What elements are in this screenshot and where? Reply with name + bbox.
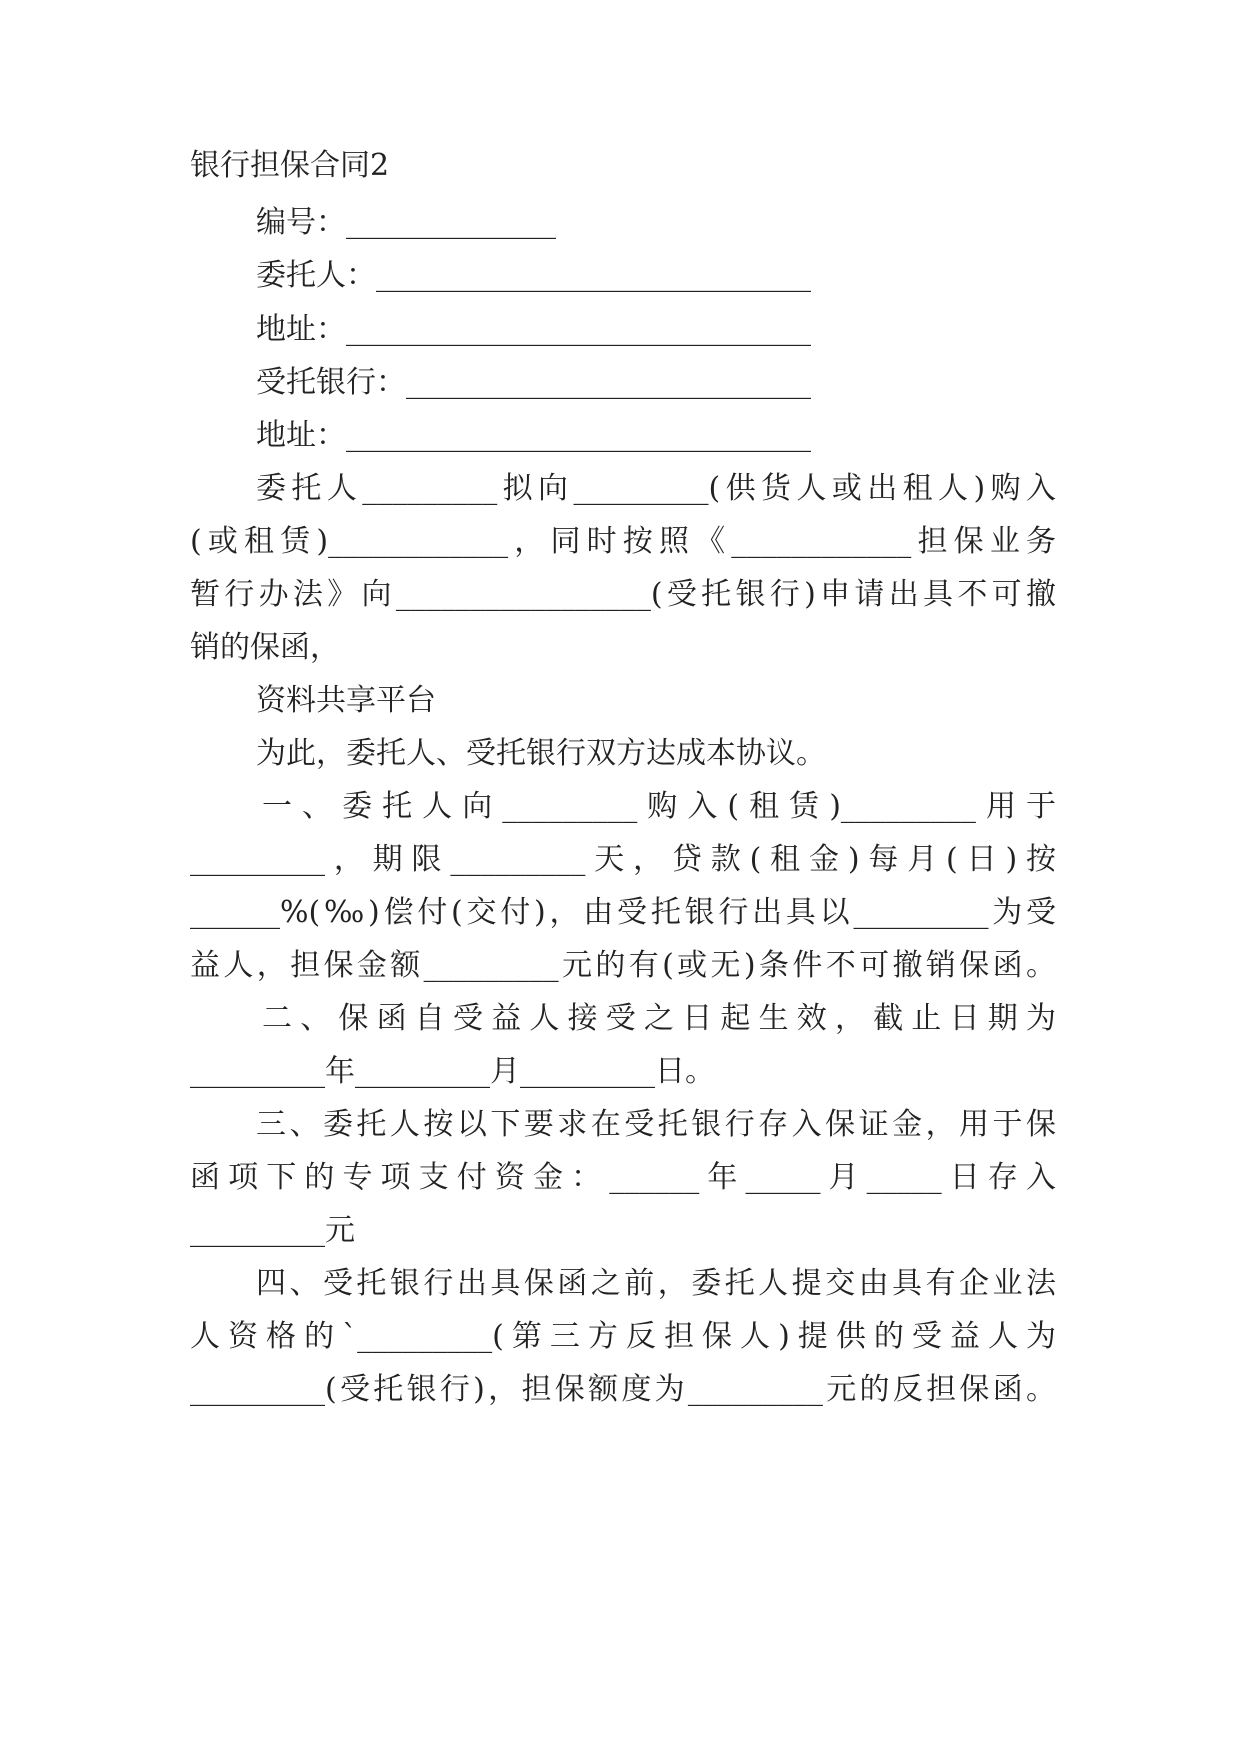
clause-2-line: 二、保函自受益人接受之日起生效，截止日期为 [262, 1001, 1056, 1036]
clause-4-line: _________(受托银行)，担保额度为_________元的反担保函。 [190, 1372, 1056, 1407]
clause-1-line: _________，期限_________天，贷款(租金)每月(日)按 [190, 842, 1056, 877]
clause-1-line: 益人，担保金额_________元的有(或无)条件不可撤销保函。 [190, 948, 1056, 983]
paragraph-line: (或租赁)____________，同时按照《____________担保业务 [190, 524, 1056, 559]
paragraph-line: 资料共享平台 [256, 683, 436, 718]
clause-1-line: ______%(‰)偿付(交付)，由受托银行出具以_________为受 [190, 895, 1056, 930]
clause-4-line: 四、受托银行出具保函之前，委托人提交由具有企业法 [256, 1266, 1056, 1301]
document-title: 银行担保合同2 [190, 148, 390, 183]
field-bank-address: 地址：_______________________________ [256, 418, 811, 453]
field-trustee-bank: 受托银行：___________________________ [256, 365, 811, 400]
paragraph-line: 销的保函， [190, 630, 340, 665]
clause-3-line: 三、委托人按以下要求在受托银行存入保证金，用于保 [256, 1107, 1056, 1142]
clause-2-line: _________年_________月_________日。 [190, 1054, 715, 1089]
clause-3-line: 函项下的专项支付资金：______年_____月_____日存入 [190, 1160, 1056, 1195]
clause-1-line: 一、委托人向_________购入(租赁)_________用于 [262, 789, 1056, 824]
clause-4-line: 人资格的`_________(第三方反担保人)提供的受益人为 [190, 1319, 1056, 1354]
field-serial-number: 编号：______________ [256, 205, 556, 240]
field-principal-address: 地址：_______________________________ [256, 312, 811, 347]
field-principal: 委托人：_____________________________ [256, 258, 811, 293]
paragraph-line: 暂行办法》向_________________(受托银行)申请出具不可撤 [190, 577, 1056, 612]
clause-3-line: _________元 [190, 1213, 355, 1248]
paragraph-line: 为此，委托人、受托银行双方达成本协议。 [256, 736, 826, 771]
paragraph-line: 委托人_________拟向_________(供货人或出租人)购入 [256, 471, 1056, 506]
